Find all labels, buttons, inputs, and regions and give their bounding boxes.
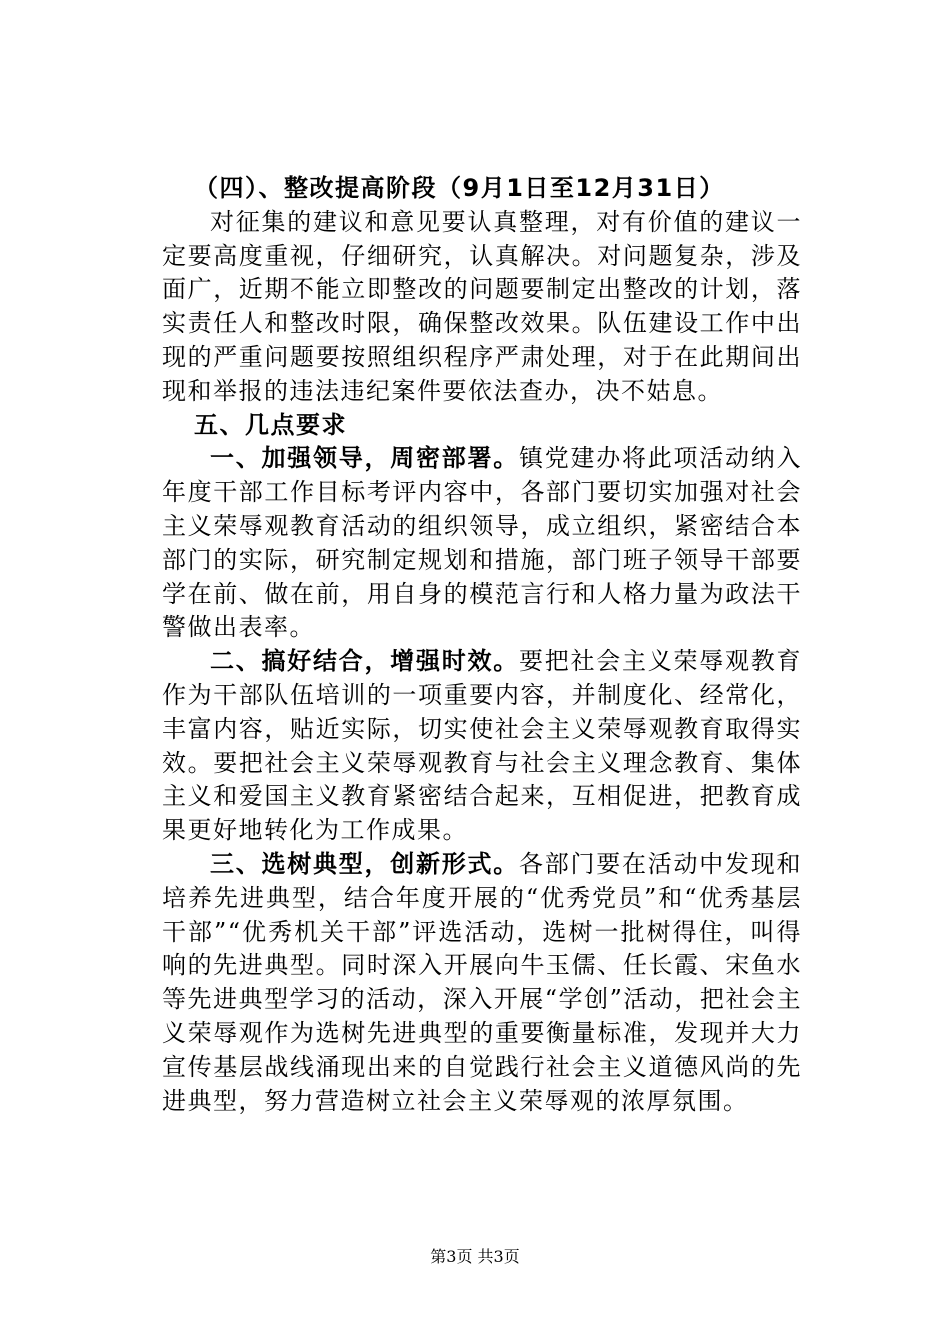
requirement-item-3 [162,848,802,1118]
page-footer: 第3页 共3页 [430,1247,520,1266]
section-5-heading: 五、几点要求 [194,410,347,439]
requirement-item-1-lead: 一、加强领导，周密部署。 [210,444,519,473]
requirement-item-2-lead: 二、搞好结合，增强时效。 [210,647,519,676]
requirement-item-1 [162,442,802,645]
requirement-item-3-text: 各部门要在活动中发现和培养先进典型，结合年度开展的“优秀党员”和“优秀基层干部”“优秀机关干部”评选活动，选树一批树得住，叫得响的先进典型。同时深入开展向牛玉儒、任长霞、宋鱼水等先进典型学习的活动，深入开展“学创”活动，把社会主义荣辱观作为选树先进典型的重要衡量标准，发现并大力宣传基层战线涌现出来的自觉践行社会主义道德风尚的先进典型，努力营造树立社会主义荣辱观的浓厚氛围。 [162,849,802,1115]
requirement-item-2 [162,645,802,848]
section-4-paragraph: 对征集的建议和意见要认真整理，对有价值的建议一定要高度重视，仔细研究，认真解决。对问题复杂，涉及面广，近期不能立即整改的问题要制定出整改的计划，落实责任人和整改时限，确保整改效果。队伍建设工作中出现的严重问题要按照组织程序严肃处理，对于在此期间出现和举报的违法违纪案件要依法查办，决不姑息。 [162,207,802,405]
requirement-item-2-text: 要把社会主义荣辱观教育作为干部队伍培训的一项重要内容，并制度化、经常化，丰富内容，贴近实际，切实使社会主义荣辱观教育取得实效。要把社会主义荣辱观教育与社会主义理念教育、集体主义和爱国主义教育紧密结合起来，互相促进，把教育成果更好地转化为工作成果。 [162,647,802,845]
section-4-heading: （四）、整改提高阶段（9月1日至12月31日） [194,174,725,202]
requirement-item-3-lead: 三、选树典型，创新形式。 [210,849,519,878]
requirement-item-1-text: 镇党建办将此项活动纳入年度干部工作目标考评内容中，各部门要切实加强对社会主义荣辱观教育活动的组织领导，成立组织，紧密结合本部门的实际，研究制定规划和措施，部门班子领导干部要学在前、做在前，用自身的模范言行和人格力量为政法干警做出表率。 [162,444,802,642]
document-body [162,172,802,1118]
